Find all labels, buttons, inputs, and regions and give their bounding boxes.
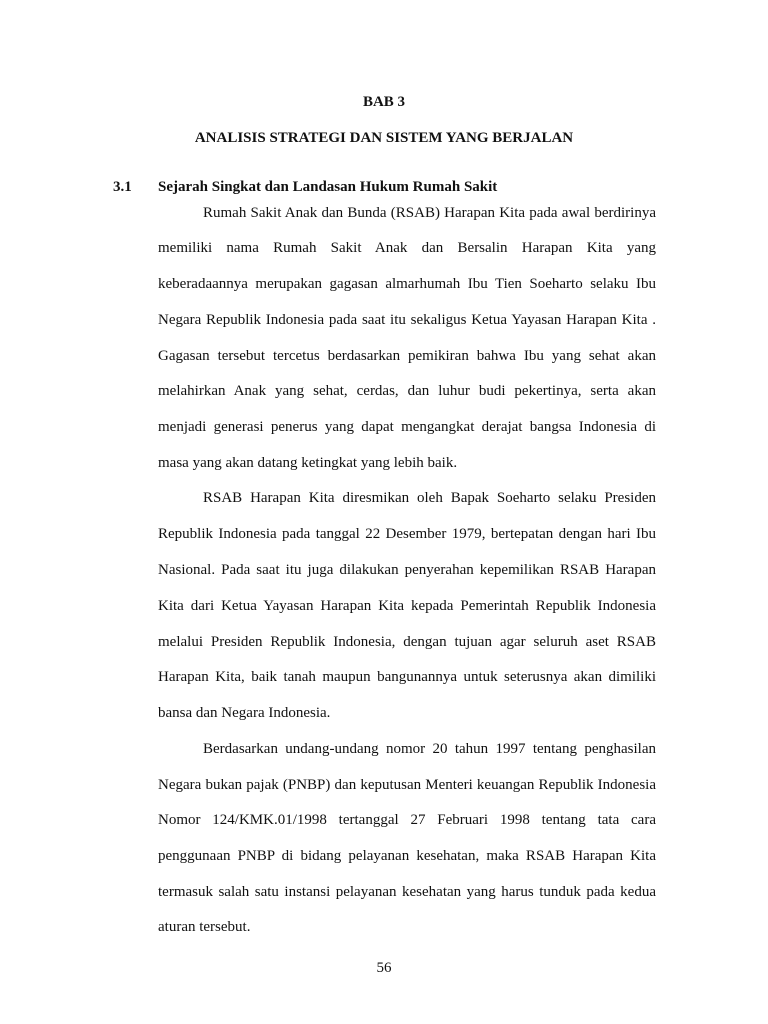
paragraph-2-line-2: Republik Indonesia pada tanggal 22 Desember 1979, bertepatan dengan hari Ibu xyxy=(158,526,656,542)
paragraph-3-line-5: termasuk salah satu instansi pelayanan kesehatan yang harus tunduk pada kedua xyxy=(158,884,656,900)
paragraph-3-line-4: penggunaan PNBP di bidang pelayanan kesehatan, maka RSAB Harapan Kita xyxy=(158,848,656,864)
paragraph-1-line-1: Rumah Sakit Anak dan Bunda (RSAB) Harapan Kita pada awal berdirinya xyxy=(203,205,656,221)
section-heading: Sejarah Singkat dan Landasan Hukum Rumah Sakit xyxy=(158,179,498,195)
paragraph-2-line-1: RSAB Harapan Kita diresmikan oleh Bapak Soeharto selaku Presiden xyxy=(203,490,656,506)
paragraph-1-line-8: masa yang akan datang ketingkat yang lebih baik. xyxy=(158,455,458,471)
paragraph-1-line-7: menjadi generasi penerus yang dapat mengangkat derajat bangsa Indonesia di xyxy=(158,419,656,435)
paragraph-1-line-3: keberadaannya merupakan gagasan almarhumah Ibu Tien Soeharto selaku Ibu xyxy=(158,276,656,292)
paragraph-2-line-3: Nasional. Pada saat itu juga dilakukan penyerahan kepemilikan RSAB Harapan xyxy=(158,562,656,578)
section-number: 3.1 xyxy=(113,179,132,195)
paragraph-2-line-5: melalui Presiden Republik Indonesia, dengan tujuan agar seluruh aset RSAB xyxy=(158,634,656,650)
paragraph-3-line-6: aturan tersebut. xyxy=(158,919,251,935)
paragraph-1-line-6: melahirkan Anak yang sehat, cerdas, dan luhur budi pekertinya, serta akan xyxy=(158,383,656,399)
paragraph-3-line-1: Berdasarkan undang-undang nomor 20 tahun 1997 tentang penghasilan xyxy=(203,741,656,757)
chapter-label: BAB 3 xyxy=(362,94,406,110)
paragraph-2-line-4: Kita dari Ketua Yayasan Harapan Kita kepada Pemerintah Republik Indonesia xyxy=(158,598,656,614)
page-number: 56 xyxy=(376,960,392,976)
paragraph-2-line-6: Harapan Kita, baik tanah maupun bangunannya untuk seterusnya akan dimiliki xyxy=(158,669,656,685)
paragraph-1-line-2: memiliki nama Rumah Sakit Anak dan Bersalin Harapan Kita yang xyxy=(158,240,656,256)
paragraph-3-line-3: Nomor 124/KMK.01/1998 tertanggal 27 Februari 1998 tentang tata cara xyxy=(158,812,656,828)
chapter-title: ANALISIS STRATEGI DAN SISTEM YANG BERJALAN xyxy=(194,130,574,146)
paragraph-3-line-2: Negara bukan pajak (PNBP) dan keputusan Menteri keuangan Republik Indonesia xyxy=(158,777,656,793)
paragraph-1-line-5: Gagasan tersebut tercetus berdasarkan pemikiran bahwa Ibu yang sehat akan xyxy=(158,348,656,364)
paragraph-2-line-7: bansa dan Negara Indonesia. xyxy=(158,705,331,721)
paragraph-1-line-4: Negara Republik Indonesia pada saat itu sekaligus Ketua Yayasan Harapan Kita . xyxy=(158,312,656,328)
